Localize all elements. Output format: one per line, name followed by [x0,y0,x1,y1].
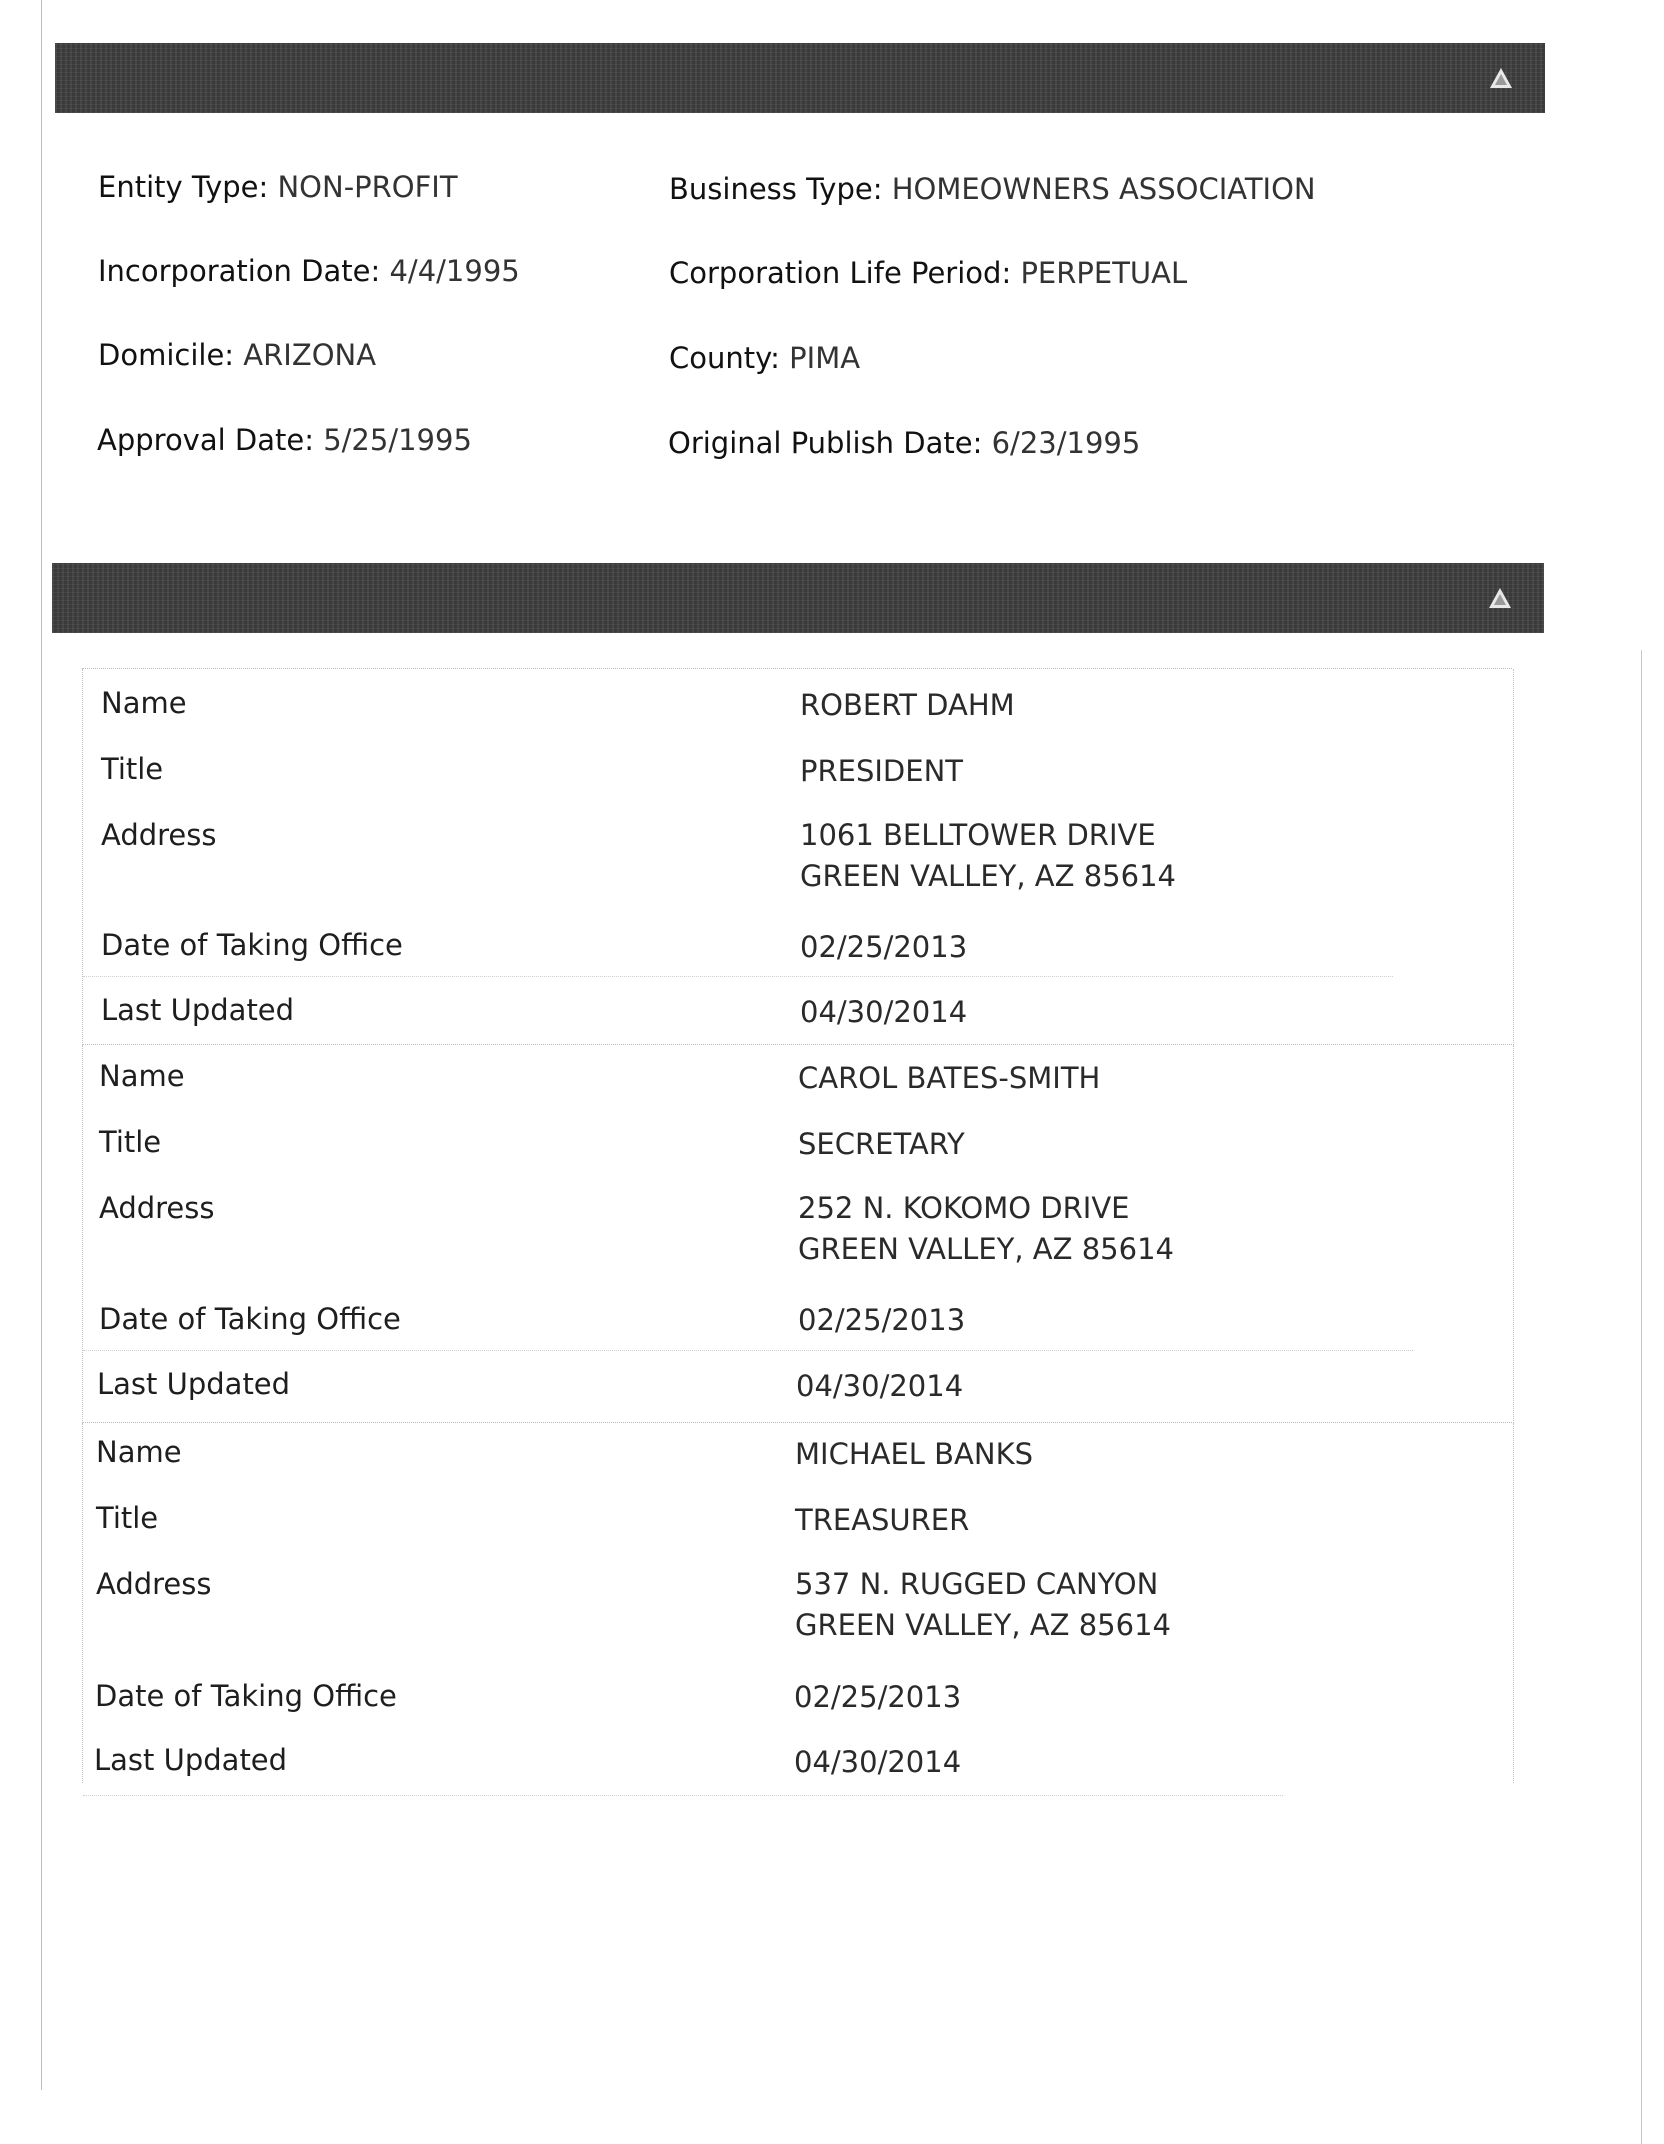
approval-date-value: 5/25/1995 [323,423,472,457]
address-line-1: 1061 BELLTOWER DRIVE [800,818,1156,852]
address-label: Address [99,1191,215,1225]
domicile-field [98,338,376,372]
address-line-2: GREEN VALLEY, AZ 85614 [798,1232,1174,1266]
address-label: Address [96,1567,212,1601]
approval-date-field [97,423,472,457]
date-of-taking-office-value: 02/25/2013 [794,1680,962,1714]
officers-table [82,668,1512,1779]
last-updated-label: Last Updated [97,1367,291,1401]
domicile-value: ARIZONA [243,338,377,372]
last-updated-value: 04/30/2014 [800,995,968,1029]
last-updated-label: Last Updated [101,993,295,1027]
triangle-up-icon[interactable] [1489,67,1513,89]
original-publish-date-label: Original Publish Date: [668,426,983,460]
officer-title: SECRETARY [798,1127,965,1161]
name-label: Name [96,1435,182,1469]
officer-record [82,1423,1514,1783]
date-of-taking-office-label: Date of Taking Office [99,1302,401,1336]
officer-address [795,1564,1171,1646]
life-period-value: PERPETUAL [1020,256,1188,290]
life-period-label: Corporation Life Period: [669,256,1012,290]
address-line-1: 537 N. RUGGED CANYON [795,1567,1159,1601]
officer-title: TREASURER [795,1503,970,1537]
officer-record [82,1045,1514,1423]
domicile-label: Domicile: [98,338,235,372]
officer-name: ROBERT DAHM [800,688,1015,722]
incorporation-date-field [98,254,520,288]
scan-edge-left [41,0,42,2090]
title-label: Title [99,1125,162,1159]
date-of-taking-office-value: 02/25/2013 [798,1303,966,1337]
date-of-taking-office-label: Date of Taking Office [101,928,403,962]
business-type-field [669,172,1316,206]
entity-type-label: Entity Type: [98,170,269,204]
county-value: PIMA [789,341,861,375]
officer-address [800,815,1176,897]
details-section-header[interactable] [55,43,1545,113]
address-line-2: GREEN VALLEY, AZ 85614 [800,859,1176,893]
date-of-taking-office-value: 02/25/2013 [800,930,968,964]
officer-address [798,1188,1174,1270]
approval-date-label: Approval Date: [97,423,314,457]
last-updated-value: 04/30/2014 [796,1369,964,1403]
incorporation-date-value: 4/4/1995 [389,254,520,288]
officer-name: CAROL BATES-SMITH [798,1061,1101,1095]
county-label: County: [669,341,780,375]
date-of-taking-office-label: Date of Taking Office [95,1679,397,1713]
last-updated-value: 04/30/2014 [794,1745,962,1779]
address-line-1: 252 N. KOKOMO DRIVE [798,1191,1130,1225]
entity-type-field [98,170,458,204]
last-updated-label: Last Updated [94,1743,288,1777]
officer-title: PRESIDENT [800,754,963,788]
business-type-label: Business Type: [669,172,883,206]
row-divider [83,1350,1413,1351]
address-line-2: GREEN VALLEY, AZ 85614 [795,1608,1171,1642]
officer-record [82,669,1514,1045]
scan-edge-right [1641,650,1642,2144]
name-label: Name [99,1059,185,1093]
address-label: Address [101,818,217,852]
life-period-field [669,256,1187,290]
original-publish-date-value: 6/23/1995 [991,426,1141,460]
triangle-up-icon[interactable] [1488,587,1512,609]
officers-section-header[interactable] [52,563,1544,633]
entity-type-value: NON-PROFIT [277,170,458,204]
county-field [669,341,860,375]
row-divider [83,976,1393,977]
title-label: Title [96,1501,159,1535]
title-label: Title [101,752,164,786]
business-type-value: HOMEOWNERS ASSOCIATION [891,172,1316,206]
original-publish-date-field [668,426,1140,460]
officer-name: MICHAEL BANKS [795,1437,1034,1471]
row-divider [83,1795,1283,1796]
incorporation-date-label: Incorporation Date: [98,254,381,288]
name-label: Name [101,686,187,720]
